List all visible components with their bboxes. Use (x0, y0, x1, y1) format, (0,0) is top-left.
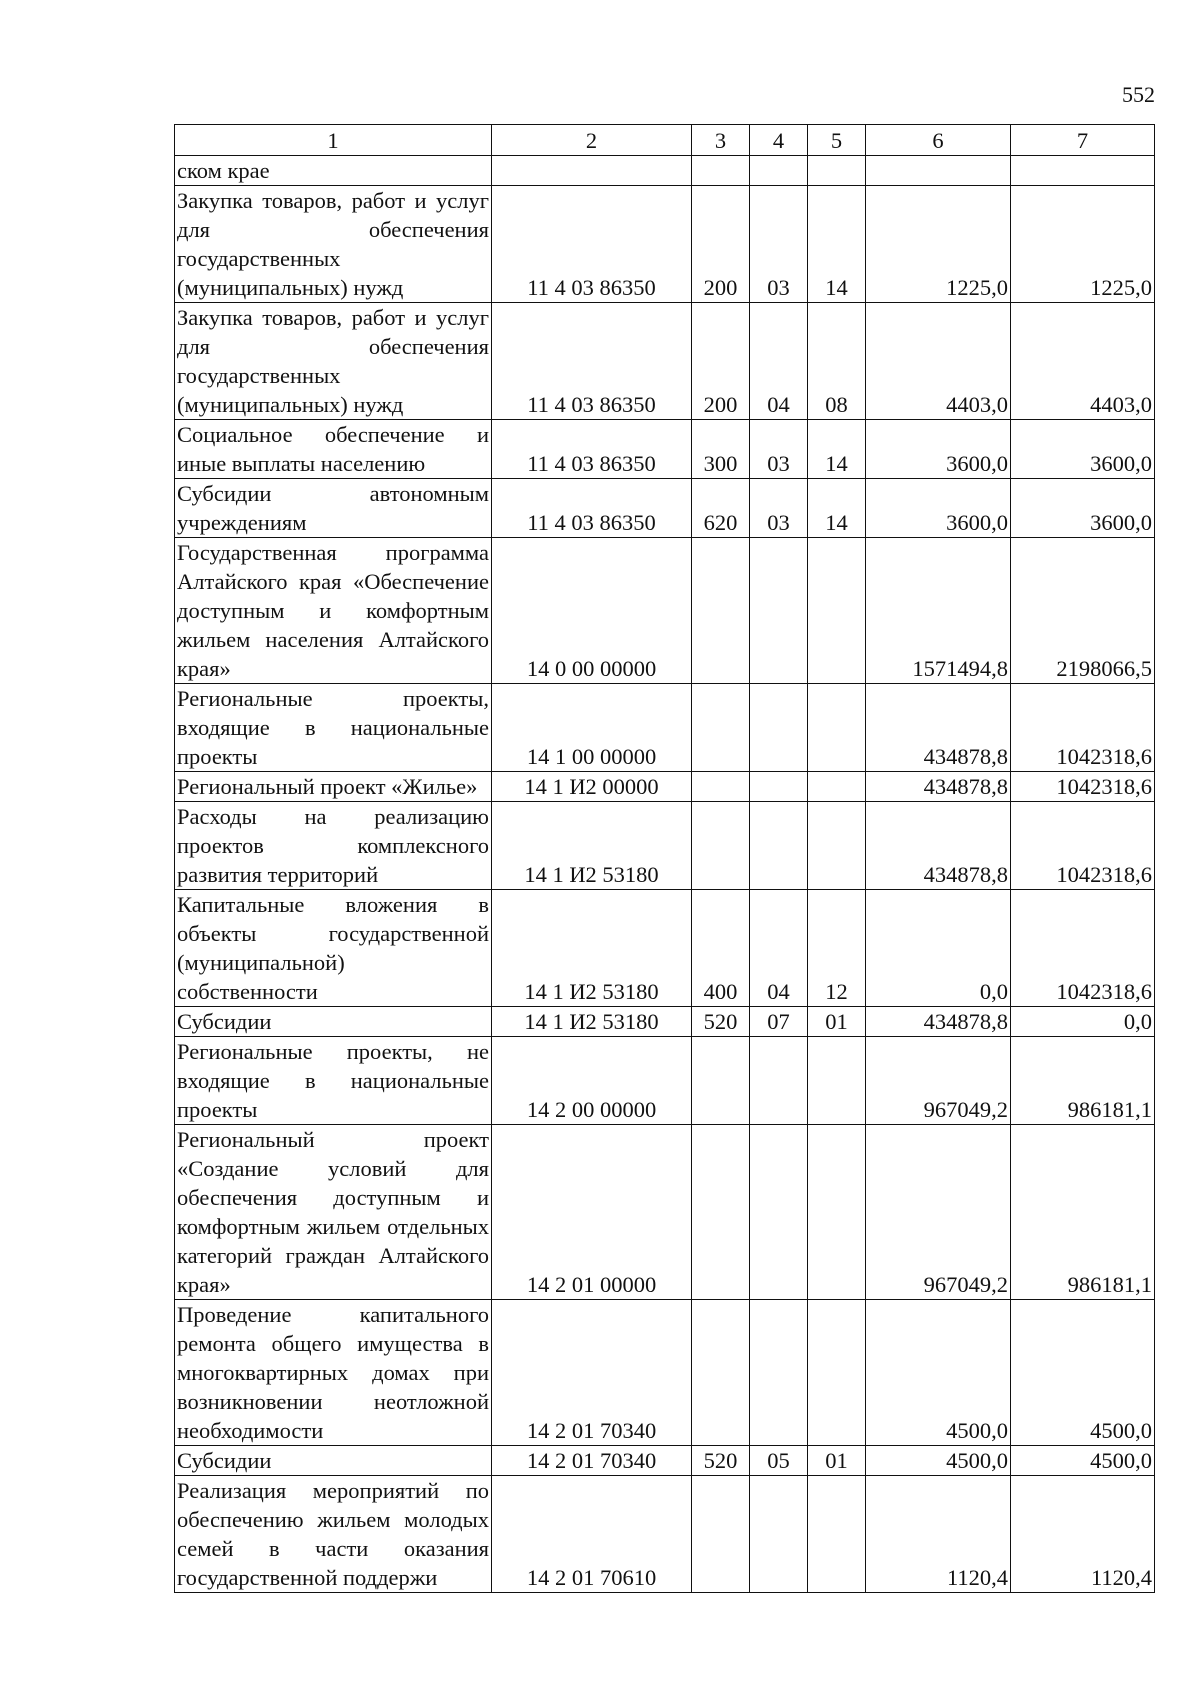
subsection-cell (808, 684, 866, 772)
table-row (175, 772, 1155, 802)
target-article-cell: 14 2 01 70340 (492, 1446, 692, 1476)
section-cell: 04 (750, 890, 808, 1007)
target-article-cell: 14 2 01 70610 (492, 1476, 692, 1593)
row-name-cell: Региональный проект «Жилье» (175, 772, 492, 802)
amount-year1-cell: 4403,0 (866, 303, 1011, 420)
amount-year2-cell: 3600,0 (1011, 420, 1155, 479)
section-cell: 07 (750, 1007, 808, 1037)
amount-year1-cell: 3600,0 (866, 479, 1011, 538)
expense-type-cell (692, 1300, 750, 1446)
table-row (175, 1125, 1155, 1300)
row-name-cell: Реализация мероприятий по обеспечению жильем молодых семей в части оказания государственной поддержи (175, 1476, 492, 1593)
expense-type-cell (692, 1037, 750, 1125)
amount-year2-cell: 986181,1 (1011, 1125, 1155, 1300)
expense-type-cell: 200 (692, 303, 750, 420)
row-name-cell: Проведение капитального ремонта общего имущества в многоквартирных домах при возникновении неотложной необходимости (175, 1300, 492, 1446)
expense-type-cell (692, 772, 750, 802)
table-row (175, 156, 1155, 186)
amount-year2-cell: 4500,0 (1011, 1446, 1155, 1476)
amount-year2-cell: 0,0 (1011, 1007, 1155, 1037)
section-cell (750, 1300, 808, 1446)
expense-type-cell: 200 (692, 186, 750, 303)
row-name-cell: Региональные проекты, не входящие в национальные проекты (175, 1037, 492, 1125)
amount-year1-cell: 1571494,8 (866, 538, 1011, 684)
section-cell (750, 802, 808, 890)
target-article-cell: 14 2 01 70340 (492, 1300, 692, 1446)
amount-year2-cell: 1042318,6 (1011, 890, 1155, 1007)
column-header: 7 (1011, 125, 1155, 156)
table-row (175, 1007, 1155, 1037)
target-article-cell (492, 156, 692, 186)
amount-year2-cell: 1042318,6 (1011, 772, 1155, 802)
amount-year1-cell: 1120,4 (866, 1476, 1011, 1593)
target-article-cell: 14 2 01 00000 (492, 1125, 692, 1300)
page-number: 552 (1122, 82, 1155, 107)
section-cell: 03 (750, 420, 808, 479)
row-name-cell: Государственная программа Алтайского края «Обеспечение доступным и комфортным жильем населения Алтайского края» (175, 538, 492, 684)
target-article-cell: 11 4 03 86350 (492, 303, 692, 420)
target-article-cell: 14 2 00 00000 (492, 1037, 692, 1125)
expense-type-cell (692, 802, 750, 890)
subsection-cell: 14 (808, 420, 866, 479)
row-name-cell: Закупка товаров, работ и услуг для обеспечения государственных (муниципальных) нужд (175, 186, 492, 303)
amount-year1-cell: 434878,8 (866, 1007, 1011, 1037)
header-row (175, 125, 1155, 156)
table-row (175, 420, 1155, 479)
expense-type-cell (692, 1476, 750, 1593)
amount-year1-cell: 4500,0 (866, 1446, 1011, 1476)
amount-year2-cell: 1042318,6 (1011, 684, 1155, 772)
expense-type-cell: 400 (692, 890, 750, 1007)
subsection-cell (808, 1476, 866, 1593)
subsection-cell: 12 (808, 890, 866, 1007)
section-cell (750, 684, 808, 772)
column-header: 2 (492, 125, 692, 156)
table-row (175, 479, 1155, 538)
subsection-cell: 14 (808, 479, 866, 538)
row-name-cell: ском крае (175, 156, 492, 186)
section-cell: 05 (750, 1446, 808, 1476)
table-row (175, 802, 1155, 890)
row-name-cell: Закупка товаров, работ и услуг для обеспечения государственных (муниципальных) нужд (175, 303, 492, 420)
subsection-cell (808, 1125, 866, 1300)
amount-year2-cell (1011, 156, 1155, 186)
column-header: 3 (692, 125, 750, 156)
row-name-cell: Капитальные вложения в объекты государственной (муниципальной) собственности (175, 890, 492, 1007)
table-row (175, 303, 1155, 420)
section-cell (750, 1476, 808, 1593)
target-article-cell: 14 1 И2 53180 (492, 890, 692, 1007)
amount-year2-cell: 3600,0 (1011, 479, 1155, 538)
amount-year1-cell: 434878,8 (866, 802, 1011, 890)
column-header: 4 (750, 125, 808, 156)
section-cell (750, 538, 808, 684)
amount-year1-cell: 967049,2 (866, 1125, 1011, 1300)
subsection-cell: 01 (808, 1007, 866, 1037)
row-name-cell: Региональный проект «Создание условий для обеспечения доступным и комфортным жильем отдельных категорий граждан Алтайского края» (175, 1125, 492, 1300)
expense-type-cell (692, 156, 750, 186)
expense-type-cell (692, 1125, 750, 1300)
expense-type-cell (692, 538, 750, 684)
amount-year1-cell: 1225,0 (866, 186, 1011, 303)
amount-year1-cell: 4500,0 (866, 1300, 1011, 1446)
section-cell (750, 1037, 808, 1125)
expense-type-cell: 300 (692, 420, 750, 479)
target-article-cell: 11 4 03 86350 (492, 479, 692, 538)
expense-type-cell: 520 (692, 1446, 750, 1476)
target-article-cell: 14 1 И2 53180 (492, 1007, 692, 1037)
amount-year1-cell: 967049,2 (866, 1037, 1011, 1125)
target-article-cell: 14 1 00 00000 (492, 684, 692, 772)
amount-year1-cell: 434878,8 (866, 772, 1011, 802)
subsection-cell: 14 (808, 186, 866, 303)
row-name-cell: Субсидии (175, 1007, 492, 1037)
subsection-cell (808, 1300, 866, 1446)
amount-year1-cell: 3600,0 (866, 420, 1011, 479)
section-cell: 04 (750, 303, 808, 420)
table-row (175, 1300, 1155, 1446)
amount-year2-cell: 986181,1 (1011, 1037, 1155, 1125)
subsection-cell (808, 156, 866, 186)
table-body (175, 156, 1155, 1593)
subsection-cell (808, 538, 866, 684)
column-header: 6 (866, 125, 1011, 156)
expense-type-cell: 620 (692, 479, 750, 538)
table-row (175, 890, 1155, 1007)
row-name-cell: Расходы на реализацию проектов комплексного развития территорий (175, 802, 492, 890)
amount-year2-cell: 1042318,6 (1011, 802, 1155, 890)
table-row (175, 1476, 1155, 1593)
section-cell (750, 772, 808, 802)
subsection-cell: 08 (808, 303, 866, 420)
amount-year2-cell: 2198066,5 (1011, 538, 1155, 684)
amount-year2-cell: 4403,0 (1011, 303, 1155, 420)
subsection-cell (808, 1037, 866, 1125)
expense-type-cell: 520 (692, 1007, 750, 1037)
column-header: 1 (175, 125, 492, 156)
amount-year1-cell (866, 156, 1011, 186)
table-row (175, 538, 1155, 684)
table-row (175, 684, 1155, 772)
target-article-cell: 14 1 И2 53180 (492, 802, 692, 890)
budget-table (174, 124, 1155, 1593)
table-row (175, 1037, 1155, 1125)
section-cell: 03 (750, 186, 808, 303)
column-header: 5 (808, 125, 866, 156)
subsection-cell (808, 802, 866, 890)
table-row (175, 1446, 1155, 1476)
row-name-cell: Региональные проекты, входящие в национальные проекты (175, 684, 492, 772)
target-article-cell: 14 0 00 00000 (492, 538, 692, 684)
amount-year1-cell: 0,0 (866, 890, 1011, 1007)
section-cell: 03 (750, 479, 808, 538)
row-name-cell: Социальное обеспечение и иные выплаты населению (175, 420, 492, 479)
amount-year2-cell: 1120,4 (1011, 1476, 1155, 1593)
target-article-cell: 11 4 03 86350 (492, 420, 692, 479)
amount-year2-cell: 1225,0 (1011, 186, 1155, 303)
table-row (175, 186, 1155, 303)
target-article-cell: 14 1 И2 00000 (492, 772, 692, 802)
subsection-cell: 01 (808, 1446, 866, 1476)
row-name-cell: Субсидии (175, 1446, 492, 1476)
expense-type-cell (692, 684, 750, 772)
target-article-cell: 11 4 03 86350 (492, 186, 692, 303)
section-cell (750, 156, 808, 186)
amount-year2-cell: 4500,0 (1011, 1300, 1155, 1446)
section-cell (750, 1125, 808, 1300)
subsection-cell (808, 772, 866, 802)
amount-year1-cell: 434878,8 (866, 684, 1011, 772)
row-name-cell: Субсидии автономным учреждениям (175, 479, 492, 538)
